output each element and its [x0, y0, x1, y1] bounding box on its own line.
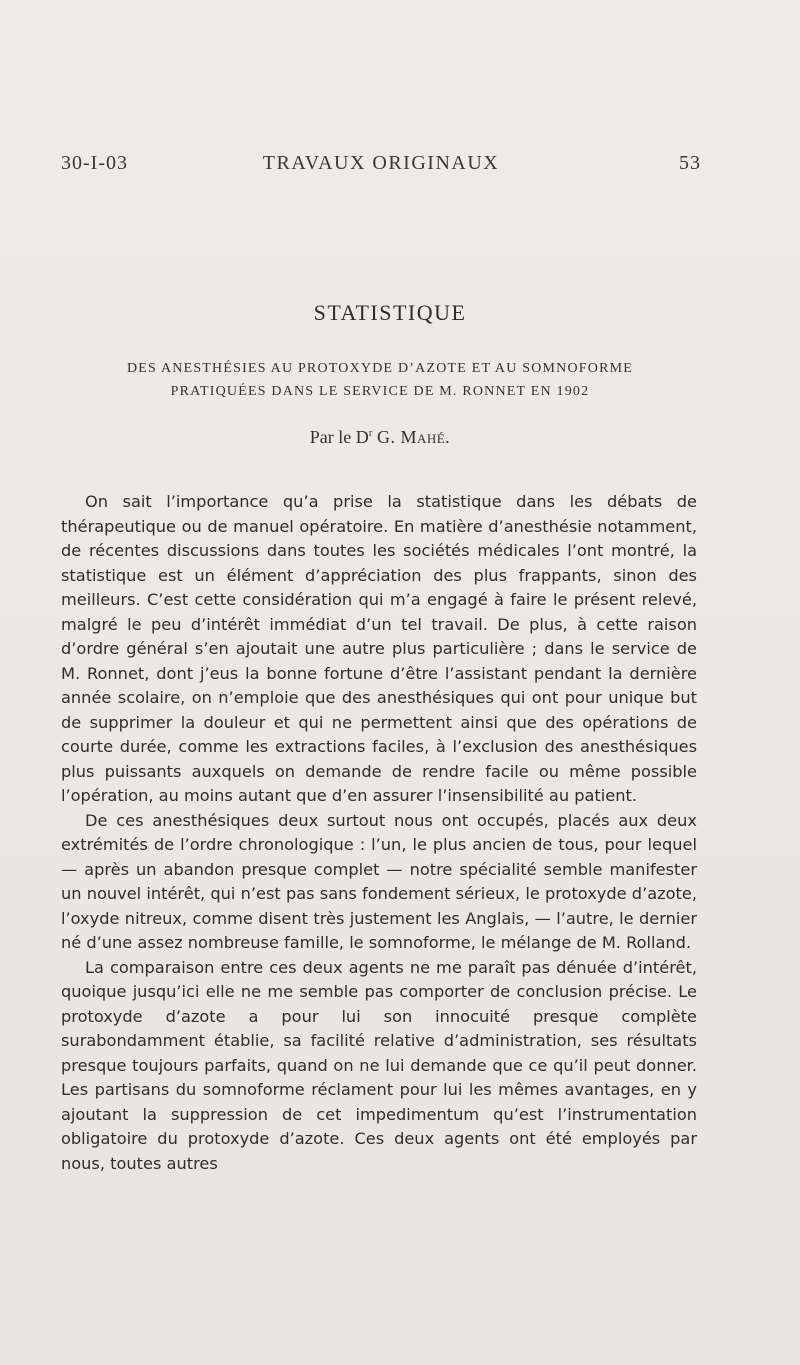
- running-head: [61, 152, 701, 180]
- paragraph-3: La comparaison entre ces deux agents ne me paraît pas dénuée d’intérêt, quoique jusqu’ici elle ne me semble pas comporter de conclusion précise. Le protoxyde d’azote a pour lui son innocuité presque complète surabondamment établie, sa facilité relative d’administration, ses résultats presque toujours parfaits, quand on ne lui demande que ce qu’il peut donner. Les partisans du somnoforme réclament pour lui les mêmes avantages, en y ajoutant la suppression de cet impedimentum qu’est l’instrumentation obligatoire du protoxyde d’azote. Ces deux agents ont été employés par nous, toutes autres: [61, 957, 697, 1173]
- page-number: 53: [679, 152, 701, 174]
- byline: [0, 427, 760, 448]
- issue-date: 30-I-03: [61, 152, 128, 174]
- article-subtitle-line-1: DES ANESTHÉSIES AU PROTOXYDE D’AZOTE ET AU SOMNOFORME: [126, 361, 634, 376]
- article-body: [61, 490, 697, 1176]
- byline-prefix: Par le D: [309, 427, 369, 447]
- article-title: STATISTIQUE: [313, 300, 467, 325]
- paragraph-1: On sait l’importance qu’a prise la statistique dans les débats de thérapeutique ou de manuel opératoire. En matière d’anesthésie notamment, de récentes discussions dans toutes les sociétés médicales l’ont montré, la statistique est un élément d’appréciation des plus frappants, sinon des meilleurs. C’est cette considération qui m’a engagé à faire le présent relevé, malgré le peu d’intérêt immédiat d’un tel travail. De plus, à cette raison d’ordre général s’en ajoutait une autre plus particulière ; dans le service de M. Ronnet, dont j’eus la bonne fortune d’être l’assistant pendant la dernière année scolaire, on n’emploie que des anesthésiques qui ont pour unique but de supprimer la douleur et qui ne permettent ainsi que des opérations de courte durée, comme les extractions faciles, à l’exclusion des anesthésiques plus puissants auxquels on demande de rendre facile ou même possible l’opération, au moins autant que d’en assurer l’insensibilité au patient.: [61, 492, 697, 805]
- article-subtitle-line-2: PRATIQUÉES DANS LE SERVICE DE M. RONNET EN 1902: [170, 384, 590, 399]
- author-name: G. Mahé.: [376, 427, 451, 447]
- paragraph-2: De ces anesthésiques deux surtout nous ont occupés, placés aux deux extrémités de l’ordre chronologique : l’un, le plus ancien de tous, pour lequel — après un abandon presque complet — notre spécialité semble manifester un nouvel intérêt, qui n’est pas sans fondement sérieux, le protoxyde d’azote, l’oxyde nitreux, comme disent très justement les Anglais, — l’autre, le dernier né d’une assez nombreuse famille, le somnoforme, le mélange de M. Rolland.: [61, 810, 697, 952]
- byline-title-sup: r: [368, 427, 373, 439]
- section-title: TRAVAUX ORIGINAUX: [262, 152, 500, 174]
